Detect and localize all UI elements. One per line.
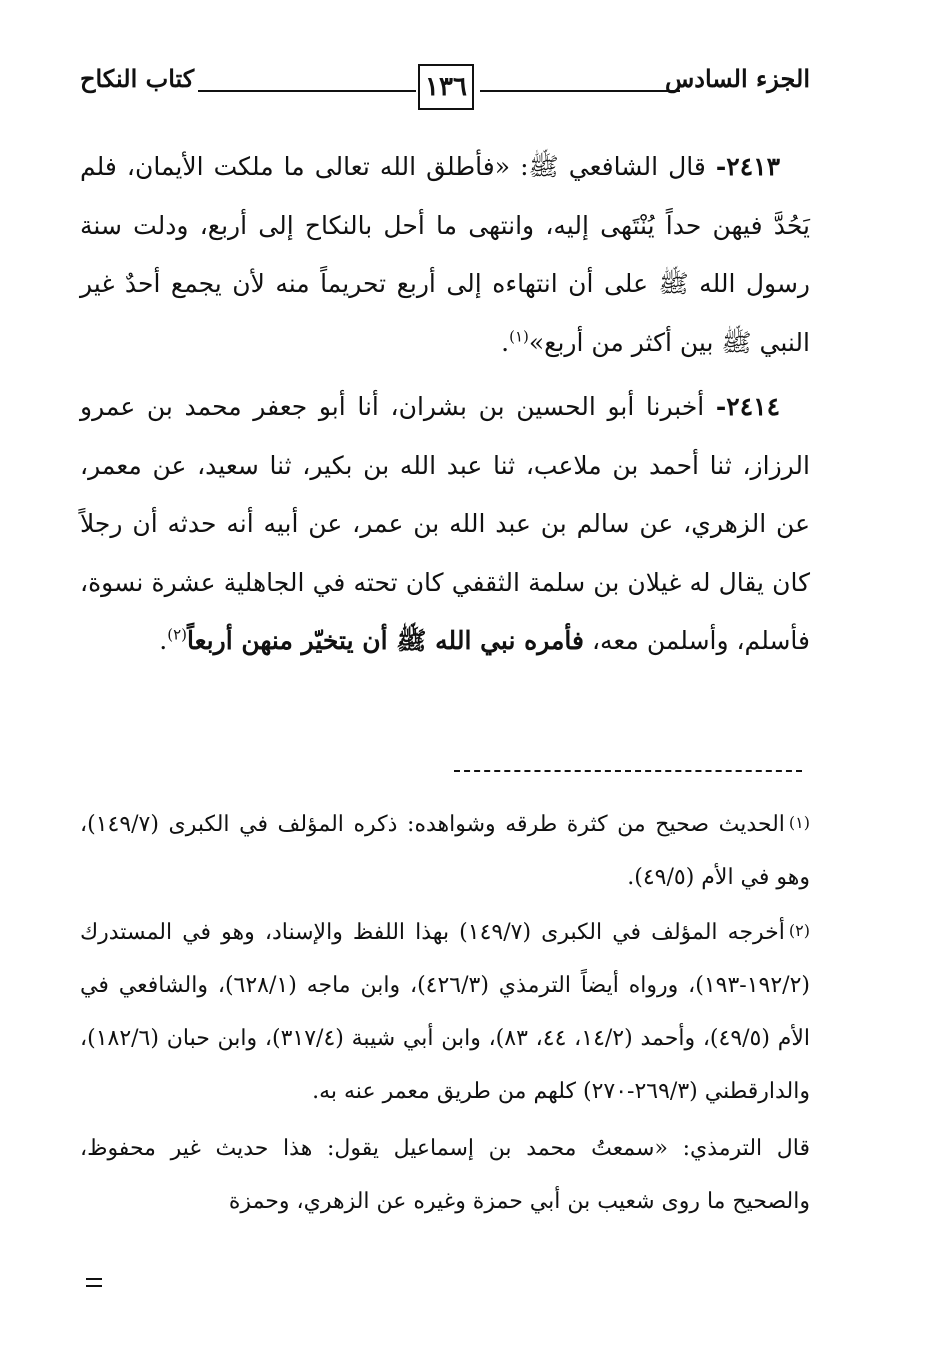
book-title: كتاب النكاح [80,64,195,93]
footnote-text: الحديث صحيح من كثرة طرقه وشواهده: ذكره المؤلف في الكبرى (١٤٩/٧)، وهو في الأم (٤٩/٥). [80,812,810,890]
sentence-end: . [501,327,510,357]
main-text [80,138,810,671]
sentence-end: . [159,626,168,655]
hadith-text: أخبرنا أبو الحسين بن بشران، أنا أبو جعفر محمد بن عمرو الرزاز، ثنا أحمد بن ملاعب، ثنا عبد الله بن بكير، ثنا سعيد، عن معمر، عن الزهري، عن سالم بن عبد الله بن عمر، عن أبيه أنه حدثه أن رجلاً كان يقال له غيلان بن سلمة الثقفي كان تحته في الجاهلية عشرة نسوة، فأسلم، وأسلمن معه، [80,392,810,655]
footnote-separator [454,770,802,772]
hadith-text: قال الشافعي ﷺ: «فأطلق الله تعالى ما ملكت الأيمان، فلم يَحُدَّ فيهن حداً يُنْتَهى إليه، وانتهى ما أحل بالنكاح إلى أربع، ودلت سنة رسول الله ﷺ على أن انتهاءه إلى أربع تحريماً منه لأن يجمع أحدٌ غير النبي ﷺ بين أكثر من أربع» [80,152,810,357]
footnote-text: قال الترمذي: «سمعتُ محمد بن إسماعيل يقول: هذا حديث غير محفوظ، والصحيح ما روى شعيب بن أبي حمزة وغيره عن الزهري، وحمزة [80,1136,810,1214]
header-rule-left [198,90,416,92]
hadith-text-bold: فأمره نبي الله ﷺ أن يتخيّر منهن أربعاً [187,626,584,655]
book-page [80,40,810,1300]
footnotes [80,796,810,1228]
page-header [80,40,810,102]
hadith-paragraph [80,378,810,671]
page-number: ١٣٦ [418,64,474,110]
footnote-reference: (١) [509,327,529,346]
volume-title: الجزء السادس [664,64,810,93]
footnote-continuation [80,1122,810,1228]
footnote-number: (٢) [788,921,810,940]
hadith-paragraph [80,138,810,372]
hadith-number: ٢٤١٣- [715,152,780,181]
footnote [80,904,810,1118]
footnote-text: أخرجه المؤلف في الكبرى (١٤٩/٧) بهذا اللفظ والإسناد، وهو في المستدرك (١٩٢/٢-١٩٣)، ورواه أيضاً الترمذي (٤٢٦/٣)، وابن ماجه (٦٢٨/١)، والشافعي في الأم (٤٩/٥)، وأحمد (١٤/٢، ٤٤، ٨٣)، وابن أبي شيبة (٣١٧/٤)، وابن حبان (١٨٢/٦)، والدارقطني (٢٦٩/٣-٢٧٠) كلهم من طريق معمر عنه به. [80,920,811,1104]
continuation-mark [86,1278,102,1292]
hadith-number: ٢٤١٤- [715,392,780,421]
footnote-number: (١) [788,813,810,832]
header-rule-right [480,90,680,92]
footnote-reference: (٢) [167,625,187,644]
footnote [80,796,810,904]
